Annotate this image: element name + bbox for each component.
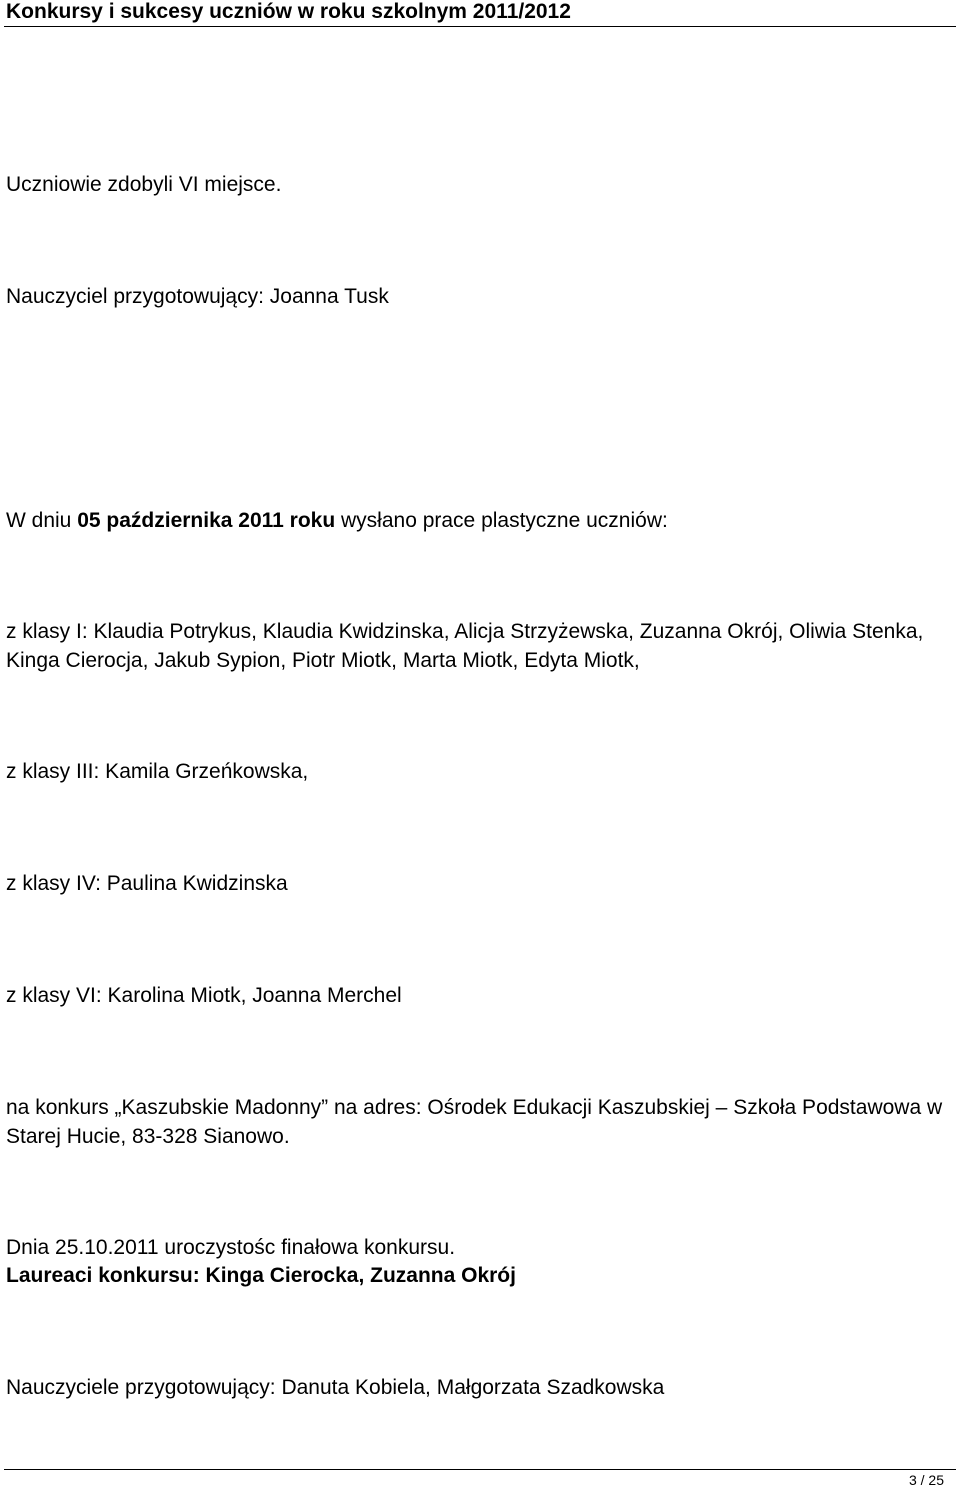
submission-prefix: W dniu [6,509,78,532]
paragraph-submission-date [6,506,946,535]
paragraph-contest-address: na konkurs „Kaszubskie Madonny” na adres: Ośrodek Edukacji Kaszubskiej – Szkoła Podstawowa w Starej Hucie, 83-328 Sianowo. [6,1096,943,1148]
paragraph-laureates: Laureaci konkursu: Kinga Cierocka, Zuzanna Okrój [6,1264,516,1287]
submission-suffix: wysłano prace plastyczne uczniów: [335,509,668,532]
header-divider [4,26,956,27]
paragraph-teachers: Nauczyciele przygotowujący: Danuta Kobiela, Małgorzata Szadkowska [6,1376,665,1399]
paragraph-class-1: z klasy I: Klaudia Potrykus, Klaudia Kwidzinska, Alicja Strzyżewska, Zuzanna Okrój, Oliwia Stenka, Kinga Cierocja, Jakub Sypion, Piotr Miotk, Marta Miotk, Edyta Miotk, [6,620,924,672]
page-number: 3 / 25 [908,1472,944,1488]
document-header-title: Konkursy i sukcesy uczniów w roku szkolnym 2011/2012 [6,0,571,23]
paragraph-class-4: z klasy IV: Paulina Kwidzinska [6,872,288,895]
paragraph-final-ceremony: Dnia 25.10.2011 uroczystośc finałowa konkursu. [6,1236,456,1259]
paragraph-class-3: z klasy III: Kamila Grzeńkowska, [6,760,309,783]
paragraph-class-6: z klasy VI: Karolina Miotk, Joanna Merchel [6,984,402,1007]
submission-date: 05 października 2011 roku [77,509,336,532]
paragraph-placement: Uczniowie zdobyli VI miejsce. [6,173,282,196]
footer-divider [4,1469,956,1470]
paragraph-teacher: Nauczyciel przygotowujący: Joanna Tusk [6,285,389,308]
